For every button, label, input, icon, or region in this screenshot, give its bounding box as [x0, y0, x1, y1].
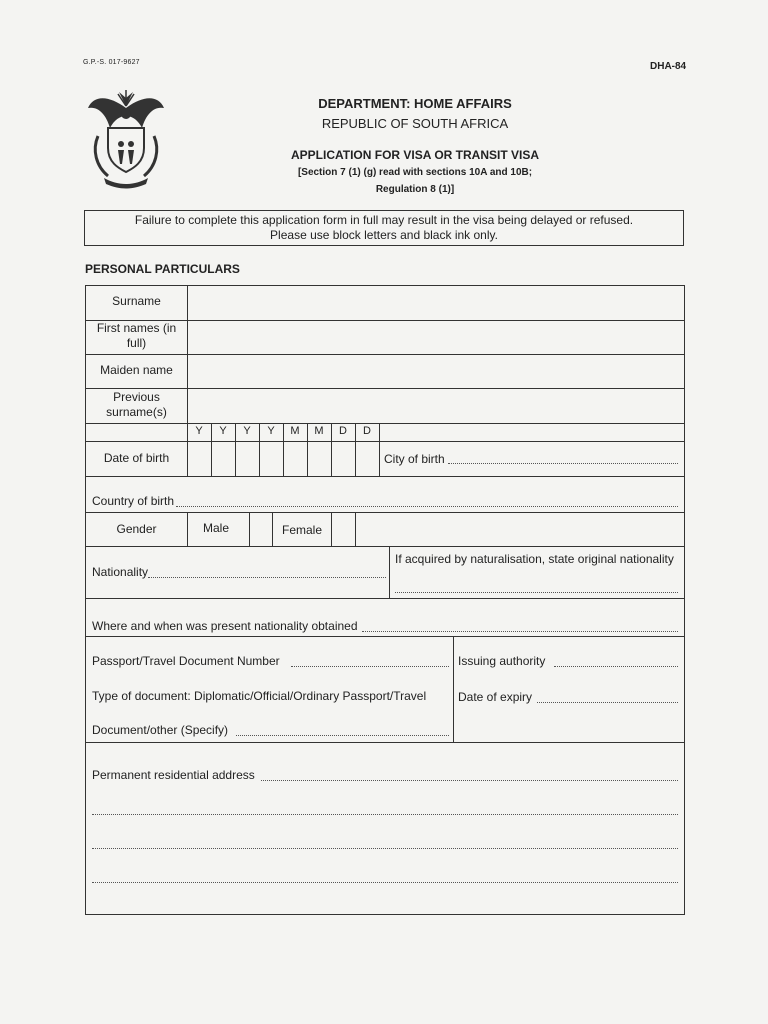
coat-of-arms-icon [84, 84, 168, 192]
date-format-year-4: Y [267, 425, 275, 437]
passport-number-label: Passport/Travel Document Number [92, 654, 280, 668]
city-of-birth-line[interactable] [448, 463, 678, 464]
date-of-expiry-line[interactable] [537, 702, 678, 703]
previous-surnames-label: Previous surname(s) [106, 390, 167, 419]
nationality-obtained-label: Where and when was present nationality obtained [92, 619, 358, 633]
date-format-month-1: M [290, 425, 300, 437]
regulation-reference: Regulation 8 (1)] [375, 184, 455, 195]
document-other-label: Document/other (Specify) [92, 723, 229, 737]
issuing-authority-label: Issuing authority [458, 654, 546, 668]
section-reference: [Section 7 (1) (g) read with sections 10A and 10B; [297, 167, 533, 178]
gps-code: G.P.-S. 017-9627 [83, 59, 140, 66]
type-of-document-label: Type of document: Diplomatic/Official/Ordinary Passport/Travel [92, 689, 427, 703]
form-title: APPLICATION FOR VISA OR TRANSIT VISA [290, 148, 539, 162]
residential-address-line-4[interactable] [92, 882, 678, 883]
date-format-year-3: Y [243, 425, 251, 437]
nationality-obtained-line[interactable] [362, 631, 678, 632]
first-names-label: First names (in full) [96, 321, 177, 350]
country-of-birth-label: Country of birth [92, 494, 175, 508]
residential-address-line-2[interactable] [92, 814, 678, 815]
residential-address-line-1[interactable] [261, 780, 678, 781]
date-format-year-2: Y [219, 425, 227, 437]
date-format-day-1: D [339, 425, 347, 437]
date-format-month-2: M [314, 425, 324, 437]
nationality-label: Nationality [92, 565, 149, 579]
nationality-line[interactable] [148, 577, 386, 578]
form-code: DHA-84 [650, 61, 687, 72]
country-of-birth-line[interactable] [176, 506, 678, 507]
document-other-line[interactable] [236, 735, 449, 736]
notice-line-2: Please use block letters and black ink only. [270, 228, 498, 242]
department-title: DEPARTMENT: HOME AFFAIRS [318, 96, 512, 111]
gender-label: Gender [116, 522, 157, 536]
original-nationality-line[interactable] [395, 592, 678, 593]
maiden-name-label: Maiden name [100, 363, 173, 377]
passport-number-line[interactable] [291, 666, 449, 667]
residential-address-label: Permanent residential address [92, 768, 255, 782]
instructions-notice [84, 210, 684, 246]
residential-address-line-3[interactable] [92, 848, 678, 849]
personal-particulars-form [85, 285, 685, 915]
section-title: PERSONAL PARTICULARS [85, 262, 240, 276]
naturalisation-label: If acquired by naturalisation, state original nationality [395, 552, 674, 566]
surname-label: Surname [112, 294, 161, 308]
date-of-expiry-label: Date of expiry [458, 690, 533, 704]
issuing-authority-line[interactable] [554, 666, 678, 667]
date-of-birth-label: Date of birth [103, 451, 170, 465]
republic-title: REPUBLIC OF SOUTH AFRICA [321, 116, 509, 131]
notice-line-1: Failure to complete this application form in full may result in the visa being delayed or refused. [134, 213, 634, 227]
female-label: Female [282, 523, 323, 537]
city-of-birth-label: City of birth [384, 452, 445, 466]
male-label: Male [203, 521, 230, 535]
date-format-year-1: Y [195, 425, 203, 437]
date-format-day-2: D [363, 425, 371, 437]
